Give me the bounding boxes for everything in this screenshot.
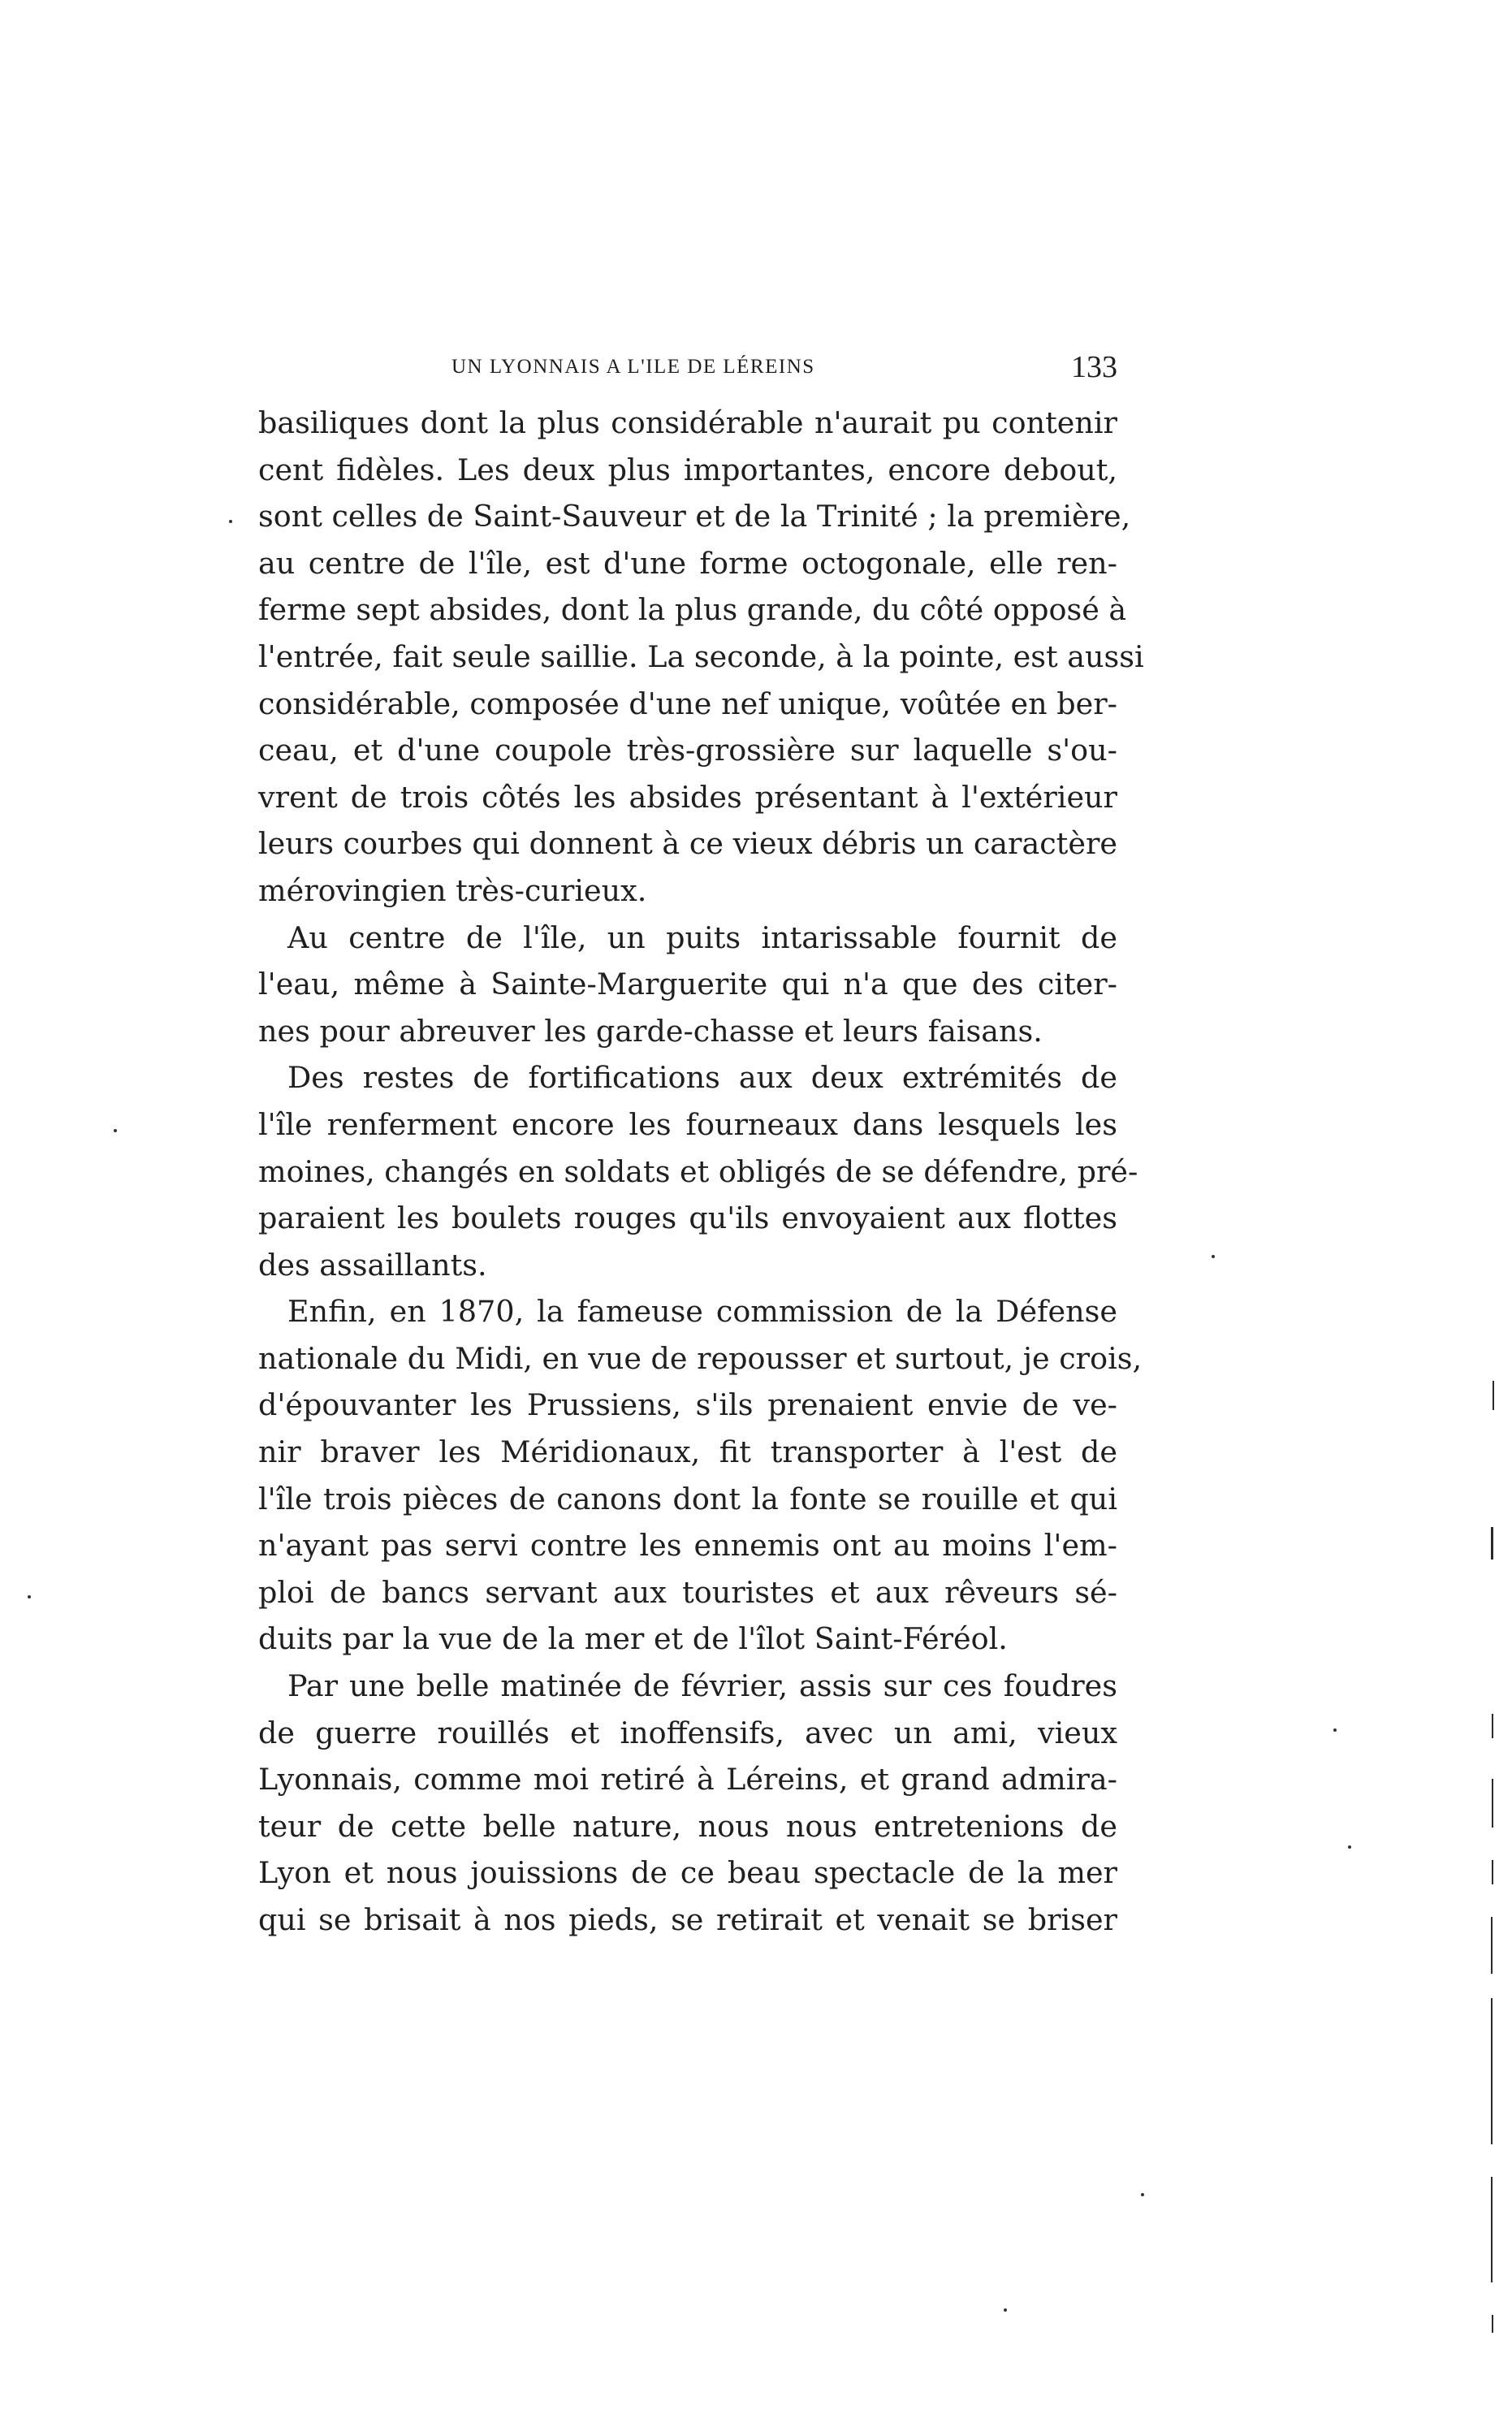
text-line: au centre de l'île, est d'une forme octogonale, elle ren- bbox=[258, 545, 1117, 581]
paragraph bbox=[258, 400, 1144, 915]
text-line: Au centre de l'île, un puits intarissable fournit de bbox=[287, 919, 1117, 955]
scan-edge-artifacts bbox=[1480, 0, 1512, 2414]
text-line: n'ayant pas servi contre les ennemis ont au moins l'em- bbox=[258, 1528, 1117, 1564]
text-line: considérable, composée d'une nef unique, voûtée en ber- bbox=[258, 686, 1117, 721]
text-line: paraient les boulets rouges qu'ils envoyaient aux flottes bbox=[258, 1201, 1117, 1236]
text-line: ploi de bancs servant aux touristes et aux rêveurs sé- bbox=[258, 1574, 1117, 1610]
paragraph bbox=[258, 1288, 1143, 1663]
text-line: mérovingien très-curieux. bbox=[258, 872, 647, 908]
text-line: Des restes de fortifications aux deux extrémités de bbox=[287, 1060, 1117, 1096]
text-line: des assaillants. bbox=[258, 1247, 487, 1283]
scan-mark bbox=[1491, 1527, 1493, 1560]
scan-mark bbox=[1493, 1381, 1494, 1410]
text-line: l'entrée, fait seule saillie. La seconde, à la pointe, est aussi bbox=[258, 638, 1144, 674]
text-line: nir braver les Méridionaux, fit transporter à l'est de bbox=[258, 1434, 1117, 1470]
scan-speck bbox=[229, 520, 232, 523]
body-text bbox=[258, 400, 1144, 1944]
text-line: Lyon et nous jouissions de ce beau spectacle de la mer bbox=[258, 1855, 1117, 1891]
scan-speck bbox=[1348, 1845, 1351, 1849]
text-line: vrent de trois côtés les absides présentant à l'extérieur bbox=[258, 779, 1117, 815]
scan-mark bbox=[1491, 1917, 1493, 1974]
scan-speck bbox=[1004, 2308, 1007, 2312]
text-line: ferme sept absides, dont la plus grande, du côté opposé à bbox=[258, 592, 1127, 628]
text-line: qui se brisait à nos pieds, se retirait et venait se briser bbox=[258, 1902, 1117, 1937]
running-title: UN LYONNAIS A L'ILE DE LÉREINS bbox=[451, 356, 815, 378]
text-line: l'eau, même à Sainte-Marguerite qui n'a que des citer- bbox=[258, 967, 1117, 1002]
text-line: Lyonnais, comme moi retiré à Léreins, et grand admira- bbox=[258, 1762, 1117, 1798]
scan-mark bbox=[1491, 2177, 1493, 2282]
text-line: teur de cette belle nature, nous nous entretenions de bbox=[258, 1808, 1117, 1844]
text-line: moines, changés en soldats et obligés de se défendre, pré- bbox=[258, 1153, 1138, 1189]
text-line: ceau, et d'une coupole très-grossière sur laquelle s'ou- bbox=[258, 733, 1117, 768]
text-line: d'épouvanter les Prussiens, s'ils prenaient envie de ve- bbox=[258, 1387, 1117, 1423]
paragraph bbox=[258, 1663, 1117, 1944]
text-line: l'île trois pièces de canons dont la fonte se rouille et qui bbox=[258, 1481, 1117, 1516]
text-line: l'île renferment encore les fourneaux dans lesquels les bbox=[258, 1106, 1117, 1142]
scan-mark bbox=[1491, 1998, 1493, 2144]
text-line: basiliques dont la plus considérable n'aurait pu contenir bbox=[258, 405, 1117, 440]
scan-speck bbox=[28, 1595, 31, 1599]
scan-speck bbox=[1141, 2193, 1144, 2196]
text-line: sont celles de Saint-Sauveur et de la Trinité ; la première, bbox=[258, 499, 1131, 534]
scan-mark bbox=[1492, 1860, 1493, 1884]
paragraph bbox=[258, 1054, 1138, 1288]
page-number: 133 bbox=[1071, 350, 1117, 384]
text-line: leurs courbes qui donnent à ce vieux débris un caractère bbox=[258, 826, 1117, 862]
text-line: duits par la vue de la mer et de l'îlot Saint-Féréol. bbox=[258, 1621, 1008, 1657]
text-line: cent fidèles. Les deux plus importantes, encore debout, bbox=[258, 452, 1117, 487]
scan-speck bbox=[114, 1129, 117, 1132]
text-line: Enfin, en 1870, la fameuse commission de la Défense bbox=[287, 1294, 1117, 1330]
text-line: Par une belle matinée de février, assis sur ces foudres bbox=[287, 1668, 1117, 1704]
scan-mark bbox=[1492, 1779, 1493, 1828]
scan-speck bbox=[1212, 1255, 1215, 1258]
text-line: nes pour abreuver les garde-chasse et leurs faisans. bbox=[258, 1013, 1043, 1049]
scan-mark bbox=[1492, 1714, 1493, 1738]
paragraph bbox=[258, 915, 1117, 1055]
page-header bbox=[258, 348, 1117, 396]
text-line: de guerre rouillés et inoffensifs, avec un ami, vieux bbox=[258, 1715, 1117, 1750]
text-line: nationale du Midi, en vue de repousser et surtout, je crois, bbox=[258, 1340, 1143, 1376]
scan-speck bbox=[1333, 1728, 1337, 1732]
scan-mark bbox=[1492, 2315, 1493, 2333]
